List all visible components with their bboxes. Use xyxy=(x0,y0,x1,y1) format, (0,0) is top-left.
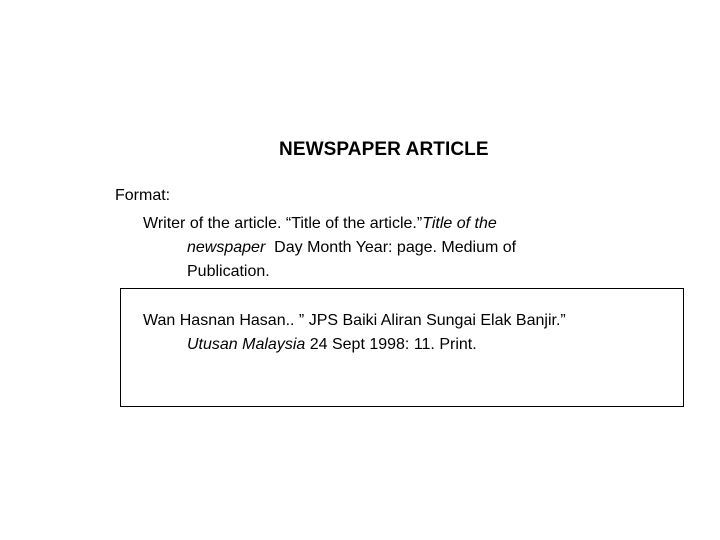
example-citation xyxy=(143,309,566,357)
format-template xyxy=(143,212,583,284)
format-newspaper-title-part2: newspaper xyxy=(187,239,266,256)
format-writer-title: Writer of the article. “Title of the article.” xyxy=(143,215,423,232)
format-date-page-medium: Day Month Year: page. Medium of xyxy=(274,239,517,256)
example-citation-box xyxy=(120,288,684,407)
format-line-2 xyxy=(143,236,583,260)
example-line-1: Wan Hasnan Hasan.. ” JPS Baiki Aliran Sungai Elak Banjir.” xyxy=(143,312,566,329)
format-line-1 xyxy=(143,212,583,236)
format-line-3 xyxy=(143,260,583,284)
example-date-page-medium: 24 Sept 1998: 11. Print. xyxy=(309,336,477,353)
example-newspaper-name: Utusan Malaysia xyxy=(187,336,306,353)
example-line-2 xyxy=(143,333,566,357)
slide-title: NEWSPAPER ARTICLE xyxy=(279,139,489,160)
format-label: Format: xyxy=(115,187,171,204)
format-newspaper-title-part1: Title of the xyxy=(422,215,497,232)
format-publication: Publication. xyxy=(187,263,270,280)
